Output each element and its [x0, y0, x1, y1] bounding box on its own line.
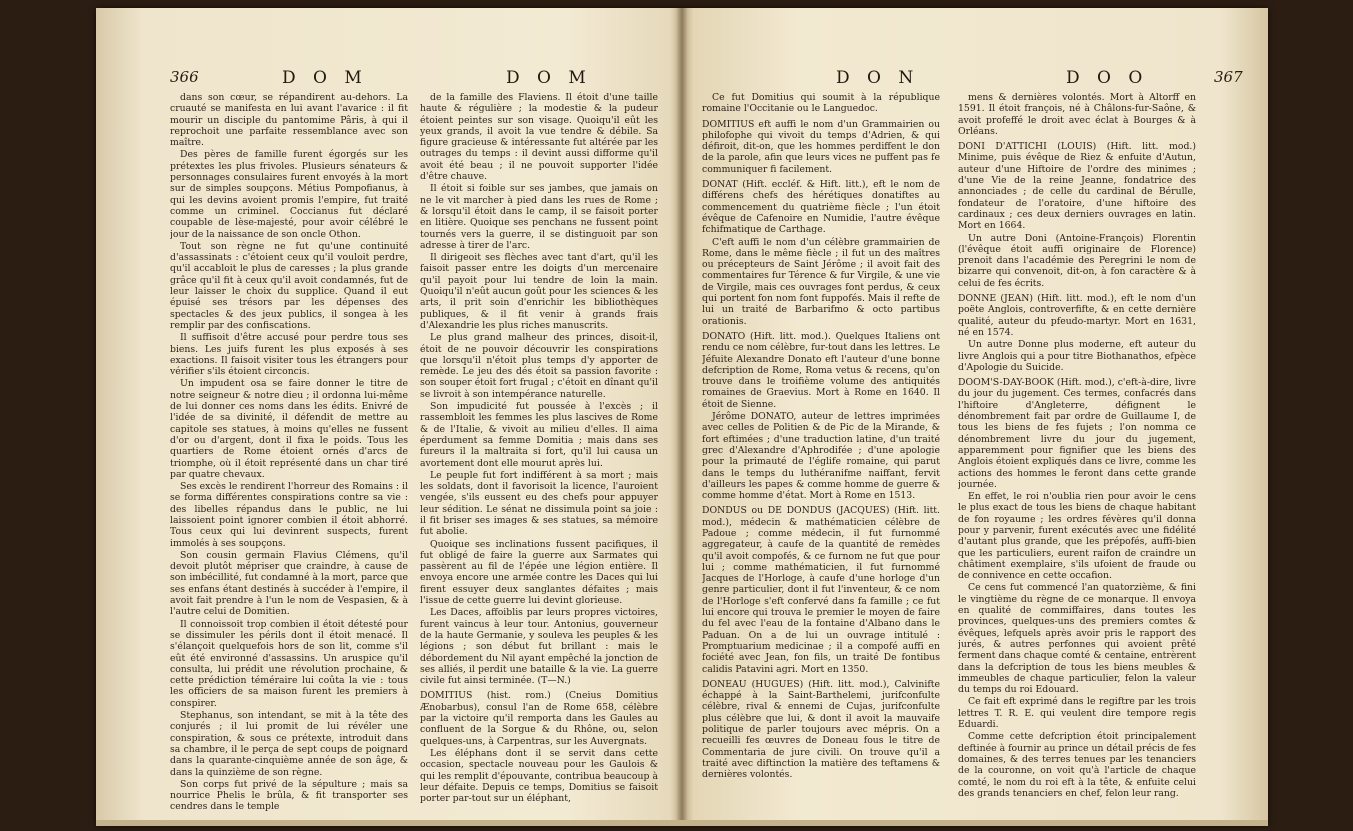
running-head-right-2: D O O [1066, 68, 1149, 88]
right-page-header [682, 68, 1268, 92]
page-number-left: 366 [170, 68, 199, 86]
paragraph: Le peuple fut fort indifférent à sa mort ; mais les soldats, dont il favorisoit la licence, l'auroient vengée, s'ils eussent eu des chefs pour appuyer leur sédition. Le sénat ne dissimula point sa joie : il fit briser ses images & ses statues, sa mémoire fut abolie. [420, 469, 658, 538]
left-page-column-1 [170, 92, 408, 812]
paragraph: Un impudent osa se faire donner le titre de notre seigneur & notre dieu ; il ordonna lui-même de lui donner ces noms dans les édits. Enivré de l'idée de sa divinité, il défendit de mettre au capitole ses statues, à moins qu'elles ne fussent d'or ou d'argent, dont il fixa le poids. Tous les quartiers de Rome étoient ornés d'arcs de triomphe, où il étoit représenté dans un char tiré par quatre chevaux. [170, 378, 408, 480]
dictionary-entry: DONDUS ou DE DONDUS (JACQUES) (Hift. litt. mod.), médecin & mathématicien célèbre de Padoue ; comme médecin, il fut furnommé aggregateur, à caufe de la quantité de remèdes qu'il avoit compofés, & ce furnom ne fut que pour lui ; comme mathématicien, il fut furnommé Jacques de l'Horloge, à caufe d'une horloge d'un genre particulier, dont il fut l'inventeur, & ce nom de l'Horloge s'eft confervé dans fa famille ; ce fut lui encore qui trouva le premier le moyen de faire du fel avec l'eau de la fontaine d'Albano dans le Paduan. On a de lui un ouvrage intitulé : Promptuarium medicinae ; il a compofé auffi en fociété avec Jean, fon fils, un traité De fontibus calidis Patavini agri. Mort en 1350. [702, 505, 940, 675]
book-spread [96, 8, 1268, 826]
left-page [96, 8, 682, 826]
left-page-header [96, 68, 682, 92]
dictionary-entry: DOMITIUS (hist. rom.) (Cneius Domitius Ænobarbus), consul l'an de Rome 658, célèbre par la victoire qu'il remporta dans les Gaules au confluent de la Sorgue & du Rhône, ou, selon quelques-uns, à Carpentras, sur les Auvergnats. [420, 690, 658, 747]
paragraph: Ce fait eft exprimé dans le regiftre par les trois lettres T. R. E. qui veulent dire tempore regis Eduardi. [958, 696, 1196, 731]
dictionary-entry: DONNE (JEAN) (Hift. litt. mod.), eft le nom d'un poëte Anglois, controverfifte, & en cette dernière qualité, auteur du pfeudo-martyr. Mort en 1631, né en 1574. [958, 293, 1196, 338]
paragraph: Les éléphans dont il se servit dans cette occasion, spectacle nouveau pour les Gaulois & qui les remplit d'épouvante, contribua beaucoup à leur défaite. Depuis ce temps, Domitius se faisoit porter par-tout sur un éléphant, [420, 747, 658, 805]
paragraph: Son impudicité fut poussée à l'excès ; il rassembloit les femmes les plus lascives de Rome & de l'Italie, & vivoit au milieu d'elles. Il aima éperdument sa femme Domitia ; mais dans ses fureurs il la maltraita si fort, qu'il lui causa un avortement dont elle mourut après lui. [420, 401, 658, 469]
paragraph: Il dirigeoit ses flèches avec tant d'art, qu'il les faisoit passer entre les doigts d'un mercenaire qu'il payoit pour lui tendre de loin la main. Quoiqu'il n'eût aucun goût pour les sciences & les arts, il prit soin d'enrichir les bibliothèques publiques, & il fit venir à grands frais d'Alexandrie les plus riches manuscrits. [420, 252, 658, 331]
left-page-column-2 [420, 92, 658, 812]
right-page [682, 8, 1268, 826]
dictionary-entry: DOMITIUS eft auffi le nom d'un Grammairien ou philofophe qui vivoit du temps d'Adrien, & qui défiroit, dit-on, que les hommes perdiffent le don de la parole, afin que leurs vices ne puffent pas fe communiquer fi facilement. [702, 118, 940, 175]
paragraph: Le plus grand malheur des princes, disoit-il, étoit de ne pouvoir découvrir les conspirations que lorsqu'il n'étoit plus temps d'y apporter de remède. Le jeu des dés étoit sa passion favorite : son souper étoit fort frugal ; c'étoit en dînant qu'il se livroit à son intempérance naturelle. [420, 332, 658, 400]
paragraph: Des pères de famille furent égorgés sur les prétextes les plus frivoles. Plusieurs sénateurs & personnages consulaires furent envoyés à la mort sur de simples soupçons. Métius Pompofianus, à qui les devins avoient promis l'empire, fut traité comme un criminel. Coccianus fut déclaré coupable de lèse-majesté, pour avoir célébré le jour de la naissance de son oncle Othon. [170, 149, 408, 240]
running-head-right-1: D O N [836, 68, 920, 88]
paragraph: Ce cens fut commencé l'an quatorzième, & fini le vingtième du règne de ce monarque. Il envoya en qualité de commiffaires, dans toutes les provinces, quelques-uns des premiers comtes & évêques, lefquels après avoir pris le rapport des jurés, & autres perfonnes qui avoient prêté ferment dans chaque comté & centaine, entrèrent dans la defcription de tous les biens meubles & immeubles de chaque particulier, felon la valeur du temps du roi Edouard. [958, 582, 1196, 696]
dictionary-entry: DONAT (Hift. eccléf. & Hift. litt.), eft le nom de différens chefs des hérétiques donatiftes au commencement du quatrième fiècle ; l'un étoit évêque de Cafenoire en Numidie, l'autre évêque fchifmatique de Carthage. [702, 179, 940, 236]
right-page-column-2 [958, 92, 1196, 812]
page-edge [96, 820, 1268, 826]
paragraph: Un autre Donne plus moderne, eft auteur du livre Anglois qui a pour titre Biothanathos, efpèce d'Apologie du Suicide. [958, 339, 1196, 373]
dictionary-entry: DONEAU (HUGUES) (Hift. litt. mod.), Calvinifte échappé à la Saint-Barthelemi, jurifconfulte célèbre, rival & ennemi de Cujas, jurifconfulte plus célèbre que lui, & dont il avoit la mauvaife politique de parler toujours avec mépris. On a recueilli fes œuvres de Doneau fous le titre de Commentaria de jure civili. On trouve qu'il a traité avec diftinction la matière des teftamens & dernières volontés. [702, 678, 940, 781]
paragraph: Son corps fut privé de la sépulture ; mais sa nourrice Phelis le brûla, & fit transporter ses cendres dans le temple [170, 778, 408, 812]
dictionary-entry: DONATO (Hift. litt. mod.). Quelques Italiens ont rendu ce nom célèbre, fur-tout dans les lettres. Le Jéfuite Alexandre Donato eft l'auteur d'une bonne defcription de Rome, Roma vetus & recens, qu'on trouve dans le troifième volume des antiquités romaines de Graevius. Mort à Rome en 1640. Il étoit de Sienne. [702, 330, 940, 410]
running-head-left-2: D O M [506, 68, 592, 88]
dictionary-entry: DONI D'ATTICHI (LOUIS) (Hift. litt. mod.) Minime, puis évêque de Riez & enfuite d'Autun, auteur d'une Hiftoire de l'ordre des minimes ; d'une Vie de la reine Jeanne, fondatrice des annonciades ; de celle du cardinal de Bérulle, fondateur de l'oratoire, d'une hiftoire des cardinaux ; ces deux derniers ouvrages en latin. Mort en 1664. [958, 141, 1196, 232]
paragraph: Tout son règne ne fut qu'une continuité d'assassinats : c'étoient ceux qu'il vouloit perdre, qu'il accabloit le plus de caresses ; la plus grande grâce qu'il fit à ceux qu'il avoit condamnés, fut de leur laisser le choix du supplice. Quand il eut épuisé ses trésors par les dépenses des spectacles & des jeux publics, il songea à les remplir par des confiscations. [170, 240, 408, 331]
running-head-left-1: D O M [282, 68, 368, 88]
paragraph: C'eft auffi le nom d'un célèbre grammairien de Rome, dans le même fiècle ; il fut un des maîtres ou précepteurs de Saint Jérôme ; il avoit fait des commentaires fur Térence & fur Virgile, & une vie de Virgile, mais ces ouvrages font perdus, & ceux qui portent fon nom font fuppofés. Mais il refte de lui un traité de Barbarifmo & octo partibus orationis. [702, 236, 940, 327]
paragraph: Un autre Doni (Antoine-François) Florentin (l'évêque étoit auffi originaire de Florence) prenoit dans l'académie des Peregrini le nom de bizarre qui convenoit, dit-on, à fon caractère & à celui de fes écrits. [958, 232, 1196, 289]
paragraph: Il suffisoit d'être accusé pour perdre tous ses biens. Les juifs furent les plus exposés à ses exactions. Il faisoit visiter tous les étrangers pour vérifier s'ils étoient circoncis. [170, 332, 408, 378]
paragraph: mens & dernières volontés. Mort à Altorff en 1591. Il étoit françois, né à Châlons-fur-Saône, & avoit profeffé le droit avec éclat à Bourges & à Orléans. [958, 92, 1196, 137]
paragraph: Il étoit si foible sur ses jambes, que jamais on ne le vit marcher à pied dans les rues de Rome ; & lorsqu'il étoit dans le camp, il se faisoit porter en litière. Quoique ses penchans ne fussent point tournés vers la guerre, il se distinguoit par son adresse à tirer de l'arc. [420, 183, 658, 251]
dictionary-entry: DOOM'S-DAY-BOOK (Hift. mod.), c'eft-à-dire, livre du jour du jugement. Ces termes, confacrés dans l'hiftoire d'Angleterre, défignent le dénombrement fait par ordre de Guillaume I, de tous les biens de fes fujets ; l'on nomma ce dénombrement livre du jour du jugement, apparemment pour fignifier que les biens des Anglois étoient expliqués dans ce livre, comme les actions des hommes le feront dans cette grande journée. [958, 377, 1196, 490]
page-number-right: 367 [1214, 68, 1243, 86]
paragraph: Il connoissoit trop combien il étoit détesté pour se dissimuler les périls dont il étoit menacé. Il s'élançoit quelquefois hors de son lit, comme s'il eût été environné d'assassins. Un aruspice qu'il consulta, lui prédit une révolution prochaine, & cette prédiction téméraire lui coûta la vie : tous les officiers de sa maison furent les premiers à conspirer. [170, 618, 408, 709]
paragraph: En effet, le roi n'oublia rien pour avoir le cens le plus exact de tous les biens de chaque habitant de fon royaume ; les ordres févères qu'il donna pour y parvenir, furent exécutés avec une fidélité d'autant plus grande, que les prépofés, auffi-bien que les particuliers, eurent raifon de craindre un châtiment exemplaire, s'ils ufoient de fraude ou de connivence en cette occafion. [958, 491, 1196, 582]
paragraph: de la famille des Flaviens. Il étoit d'une taille haute & régulière ; la modestie & la pudeur étoient peintes sur son visage. Quoiqu'il eût les yeux grands, il avoit la vue tendre & débile. Sa figure gracieuse & intéressante fut altérée par les outrages du temps : il devint aussi difforme qu'il avoit été beau ; il ne pouvoit supporter l'idée d'être chauve. [420, 92, 658, 183]
paragraph: Stephanus, son intendant, se mit à la tête des conjurés ; il lui promit de lui révéler une conspiration, & sous ce prétexte, introduit dans sa chambre, il le perça de sept coups de poignard dans la quarante-cinquième année de son âge, & dans la quinzième de son règne. [170, 710, 408, 778]
paragraph: Son cousin germain Flavius Clémens, qu'il devoit plutôt mépriser que craindre, à cause de son imbécillité, fut condamné à la mort, parce que ses enfans étant destinés à succéder à l'empire, il avoit fait prendre à l'un le nom de Vespasien, & à l'autre celui de Domitien. [170, 549, 408, 618]
paragraph: dans son cœur, se répandirent au-dehors. La cruauté se manifesta en lui avant l'avarice : il fit mourir un disciple du pantomime Pâris, à qui il reprochoit une parfaite ressemblance avec son maître. [170, 92, 408, 149]
paragraph: Comme cette defcription étoit principalement deftinée à fournir au prince un détail précis de fes domaines, & des terres tenues par les tenanciers de la couronne, on voit qu'à l'article de chaque comté, le nom du roi eft à la tête, & enfuite celui des grands tenanciers en chef, felon leur rang. [958, 731, 1196, 799]
paragraph: Ce fut Domitius qui soumit à la république romaine l'Occitanie ou le Languedoc. [702, 92, 940, 115]
paragraph: Jérôme DONATO, auteur de lettres imprimées avec celles de Politien & de Pic de la Mirande, & fort eftimées ; d'une traduction latine, d'un traité grec d'Alexandre d'Aphrodifée ; d'une apologie pour la primauté de l'églife romaine, qui parut dans le temps du luthéranifme naiffant, fervit d'ailleurs les papes & comme homme de guerre & comme homme d'état. Mort à Rome en 1513. [702, 411, 940, 502]
right-page-column-1 [702, 92, 940, 812]
paragraph: Ses excès le rendirent l'horreur des Romains : il se forma différentes conspirations contre sa vie : des libelles répandus dans le public, ne lui laissoient point ignorer combien il étoit abhorré. Tous ceux qui lui devinrent suspects, furent immolés à ses soupçons. [170, 481, 408, 549]
paragraph: Les Daces, affoiblis par leurs propres victoires, furent vaincus à leur tour. Antonius, gouverneur de la haute Germanie, y souleva les peuples & les légions ; son début fut brillant : mais le débordement du Nil ayant empêché la jonction de ses alliés, il perdit une bataille & la vie. La guerre civile fut ainsi terminée. (T—N.) [420, 607, 658, 687]
paragraph: Quoique ses inclinations fussent pacifiques, il fut obligé de faire la guerre aux Sarmates qui passèrent au fil de l'épée une légion entière. Il envoya encore une armée contre les Daces qui lui firent essuyer deux sanglantes défaites ; mais l'issue de cette guerre lui devint glorieuse. [420, 538, 658, 607]
